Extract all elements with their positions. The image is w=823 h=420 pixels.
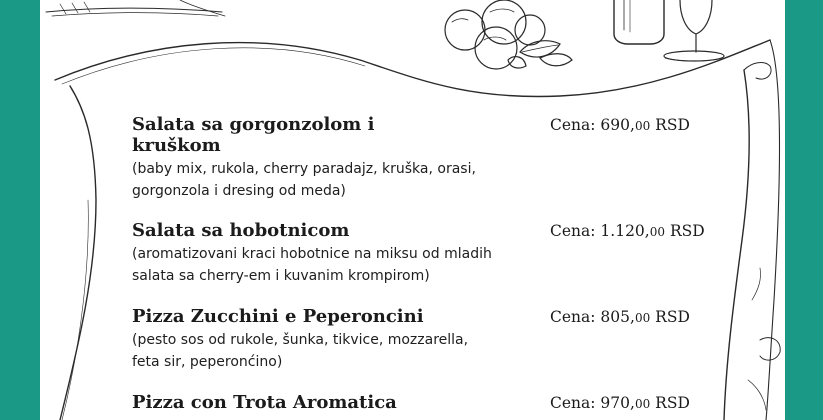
item-price	[550, 393, 690, 415]
price-main: 970,	[600, 394, 635, 412]
scroll-border-left	[60, 86, 96, 420]
scroll-border-right	[724, 70, 749, 420]
price-main: 1.120,	[600, 222, 650, 240]
scroll-border-top	[55, 40, 770, 97]
price-currency: RSD	[655, 394, 690, 412]
item-description: (pesto sos od rukole, šunka, tikvice, mozzarella, feta sir, peperonćino)	[132, 332, 469, 370]
price-prefix: Cena:	[550, 222, 596, 240]
item-name: Salata sa gorgonzolom i kruškom	[132, 114, 375, 156]
price-prefix: Cena:	[550, 308, 596, 326]
item-price	[550, 115, 690, 137]
item-description: (aromatizovani kraci hobotnice na miksu od mladih salata sa cherry-em i kuvanim krompirom)	[132, 246, 492, 284]
menu-item	[132, 306, 492, 373]
price-main: 805,	[600, 308, 635, 326]
price-cents: 00	[649, 225, 666, 239]
menu-item	[132, 392, 472, 413]
item-description: (baby mix, rukola, cherry paradajz, kruška, orasi, gorgonzola i dresing od meda)	[132, 161, 476, 199]
wine-glass-icon	[664, 0, 724, 61]
price-currency: RSD	[669, 222, 705, 240]
price-prefix: Cena:	[550, 116, 596, 134]
mozzarella-icon	[445, 0, 572, 69]
price-cents: 00	[634, 311, 651, 325]
price-currency: RSD	[655, 308, 690, 326]
item-name: Salata sa hobotnicom	[132, 220, 350, 241]
price-main: 690,	[600, 116, 635, 134]
wine-bottle-icon	[614, 0, 664, 44]
price-cents: 00	[634, 119, 651, 133]
price-currency: RSD	[655, 116, 690, 134]
price-cents: 00	[634, 397, 651, 411]
menu-item	[132, 114, 492, 202]
item-price	[550, 307, 690, 329]
table-sketch-icon	[46, 0, 225, 16]
item-price	[550, 221, 705, 243]
item-name: Pizza Zucchini e Peperoncini	[132, 306, 424, 327]
item-name: Pizza con Trota Aromatica	[132, 392, 397, 413]
price-prefix: Cena:	[550, 394, 596, 412]
menu-item	[132, 220, 492, 287]
